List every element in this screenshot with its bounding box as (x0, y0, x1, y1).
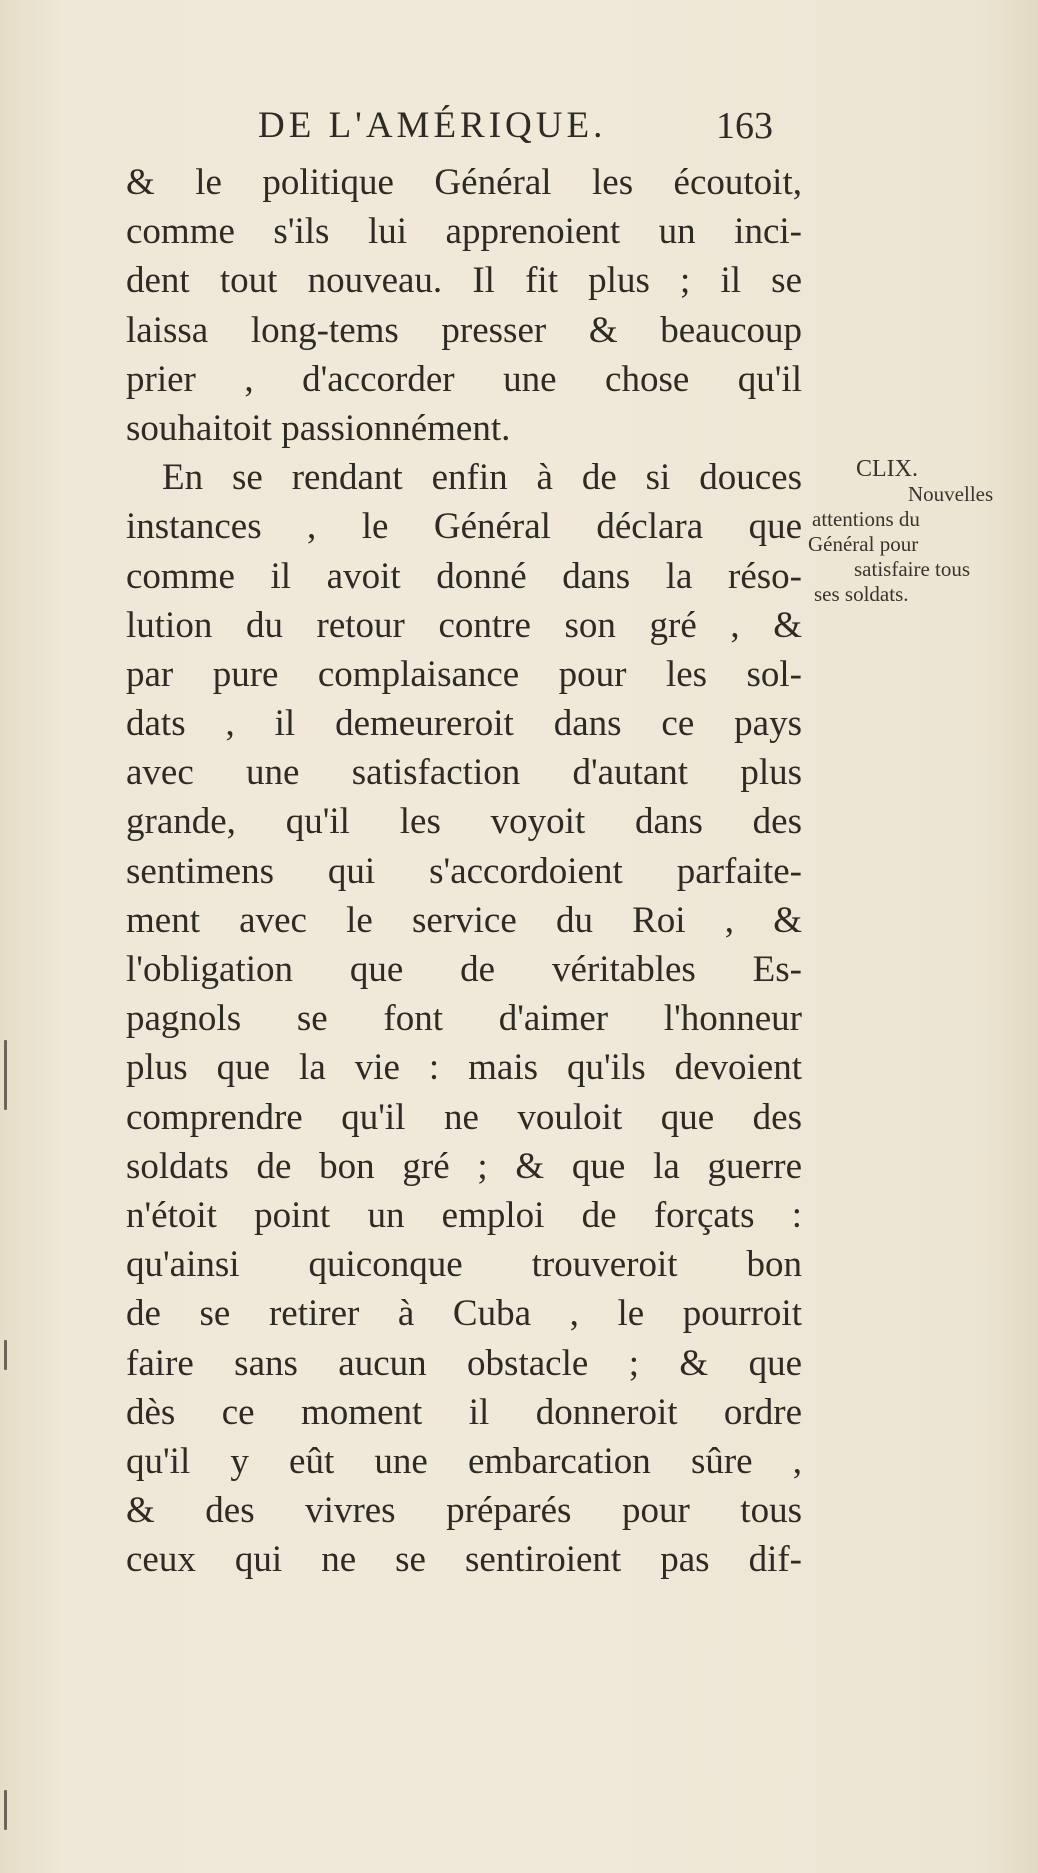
text-line: l'obligation que de véritables Es- (126, 949, 802, 990)
text-line: grande, qu'il les voyoit dans des (126, 801, 802, 843)
text-line: comme s'ils lui apprenoient un inci- (126, 211, 802, 253)
text-line: dès ce moment il donneroit ordre (126, 1391, 802, 1433)
text-line: souhaitoit passionnément. (126, 407, 511, 449)
text-line: par pure complaisance pour les sol- (126, 653, 802, 695)
text-line: de se retirer à Cuba , le pourroit (126, 1293, 802, 1335)
text-line: qu'il y eût une embarcation sûre , (126, 1440, 802, 1482)
text-line: n'étoit point un emploi de forçats : (126, 1194, 802, 1236)
text-line: sentimens qui s'accordoient parfaite- (126, 850, 802, 892)
text-line: instances , le Général déclara que (126, 506, 802, 548)
text-line: qu'ainsi quiconque trouveroit bon (126, 1244, 802, 1286)
margin-note-line: satisfaire tous (854, 557, 971, 581)
binding-edge-mark (4, 1040, 7, 1110)
text-line: prier , d'accorder une chose qu'il (126, 358, 802, 400)
text-line: lution du retour contre son gré , & (126, 604, 802, 646)
text-line: & le politique Général les écoutoit, (126, 162, 802, 203)
margin-note (808, 456, 994, 607)
running-head: DE L'AMÉRIQUE. (258, 105, 607, 146)
text-line: plus que la vie : mais qu'ils devoient (126, 1047, 802, 1089)
text-line: comme il avoit donné dans la réso- (126, 555, 802, 597)
binding-edge-mark (4, 1790, 7, 1830)
text-line: laissa long-tems presser & beaucoup (126, 309, 802, 351)
text-line: ment avec le service du Roi , & (126, 899, 802, 941)
text-line: ceux qui ne se sentiroient pas dif- (126, 1539, 802, 1581)
text-line: comprendre qu'il ne vouloit que des (126, 1096, 802, 1138)
margin-note-line: attentions du (812, 507, 920, 531)
text-line: dent tout nouveau. Il fit plus ; il se (126, 260, 802, 302)
body-text (126, 158, 802, 1584)
margin-note-line: Général pour (808, 532, 919, 556)
text-line: soldats de bon gré ; & que la guerre (126, 1145, 802, 1187)
text-line: dats , il demeureroit dans ce pays (126, 703, 802, 745)
binding-edge-mark (4, 1340, 7, 1370)
margin-note-number: CLIX. (856, 456, 918, 482)
paragraph-start-line: En se rendant enfin à de si douces (162, 457, 802, 499)
text-line: pagnols se font d'aimer l'honneur (126, 998, 802, 1040)
margin-note-line: Nouvelles (908, 482, 994, 506)
page-number: 163 (716, 105, 773, 147)
text-line: faire sans aucun obstacle ; & que (126, 1342, 802, 1384)
margin-note-line: ses soldats. (814, 582, 909, 606)
text-line: avec une satisfaction d'autant plus (126, 752, 802, 794)
text-line: & des vivres préparés pour tous (126, 1490, 802, 1532)
